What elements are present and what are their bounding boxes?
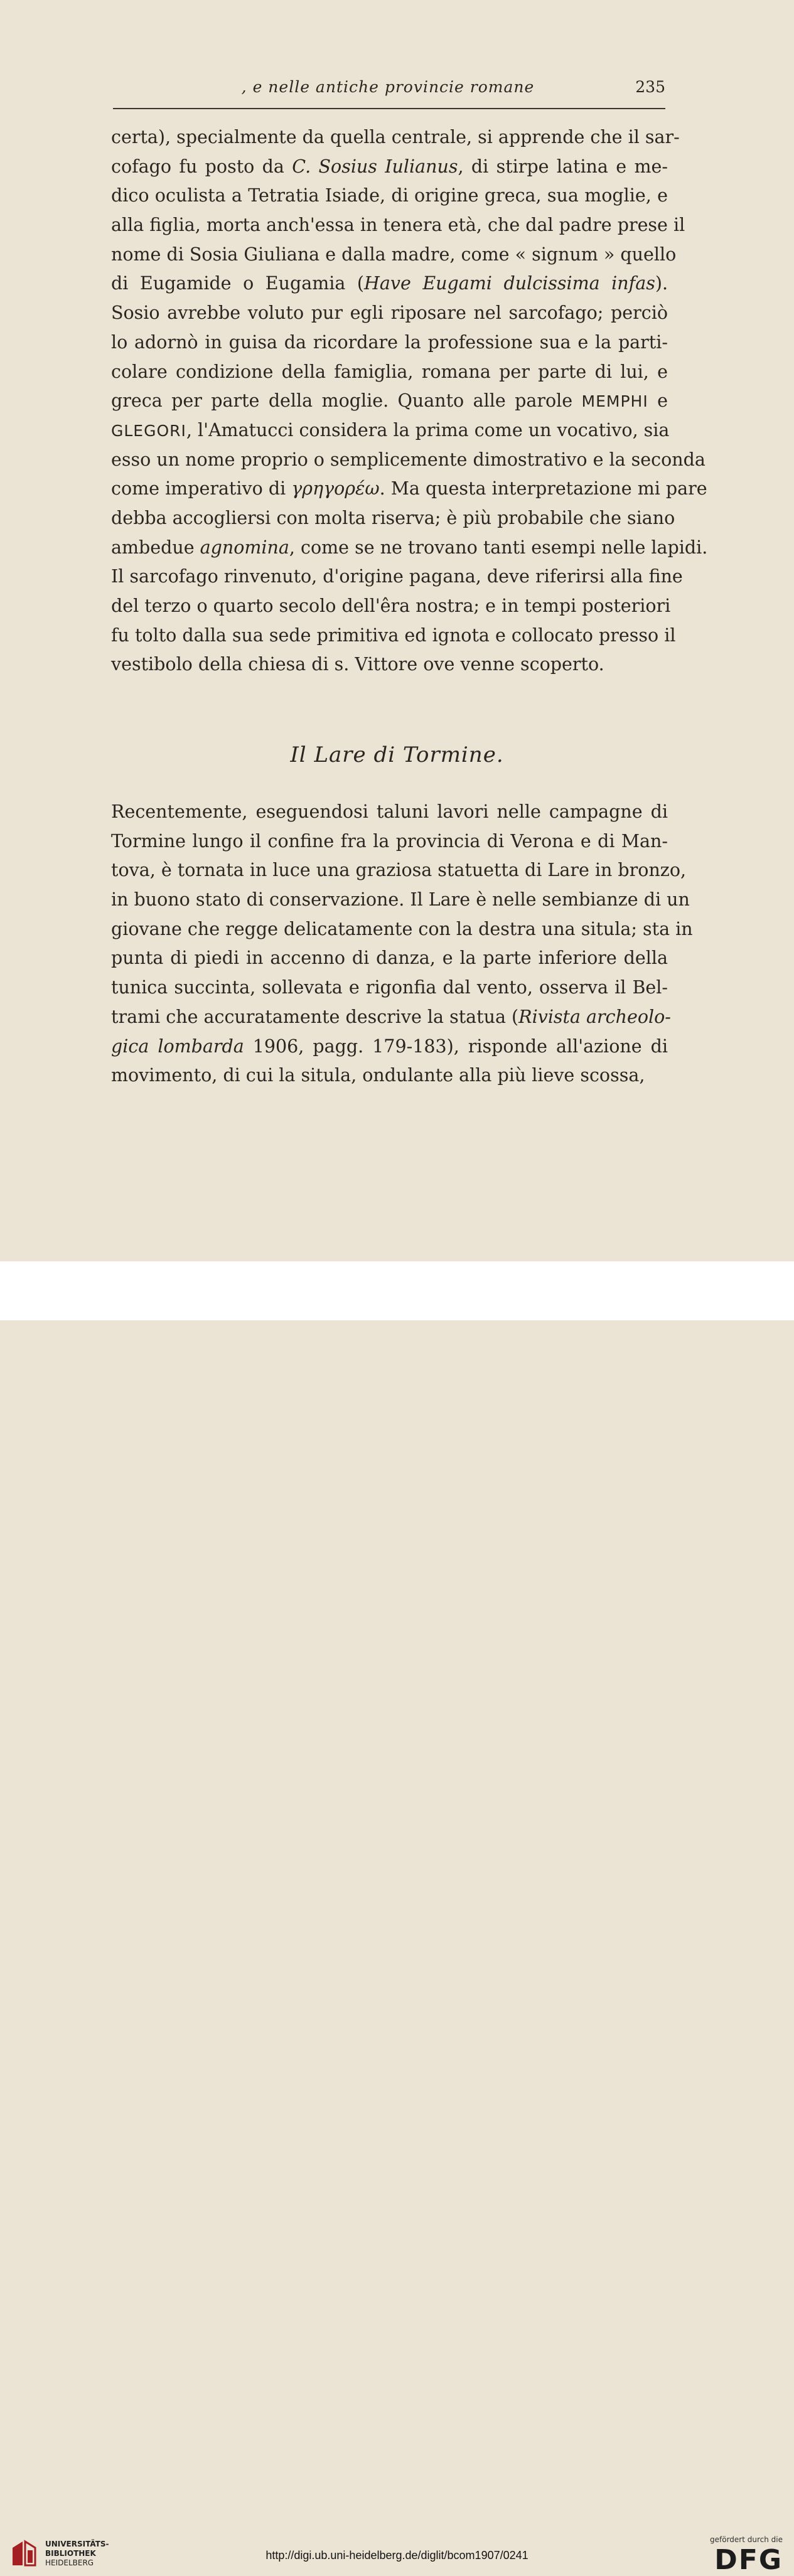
text-line: [111, 269, 668, 299]
italic-text: gica lombarda: [111, 1035, 244, 1057]
text-line: [111, 446, 705, 475]
text-run: ambedue: [111, 537, 200, 558]
paragraph-sarcophagus: [111, 123, 708, 680]
text-line: [111, 328, 668, 358]
text-line: [111, 1003, 671, 1032]
text-run: dico oculista a Tetratia Isiade, di origine greca, sua moglie, e: [111, 185, 668, 206]
text-line: [111, 211, 685, 240]
text-run: ).: [655, 273, 668, 294]
text-run: certa), specialmente da quella centrale, si apprende che il sar-: [111, 127, 680, 147]
text-run: , l'Amatucci considera la prima come un vocativo, sia: [186, 419, 670, 441]
text-line: [111, 944, 668, 973]
text-line: [111, 387, 668, 416]
text-line: [111, 504, 675, 533]
text-run: di Eugamide o Eugamia (: [111, 273, 365, 294]
text-line: [111, 416, 668, 446]
text-line: [111, 650, 668, 680]
text-run: Tormine lungo il confine fra la provincia di Verona e di Man-: [111, 830, 668, 852]
section-heading: Il Lare di Tormine.: [290, 742, 504, 767]
text-line: [111, 358, 668, 387]
text-run: nome di Sosia Giuliana e dalla madre, come « signum » quello: [111, 243, 677, 265]
inscription-word: GLEGORI: [111, 421, 186, 440]
text-run: debba accogliersi con molta riserva; è più probabile che siano: [111, 507, 675, 528]
header-rule: [113, 108, 665, 109]
running-head: [110, 78, 665, 103]
text-line: [111, 240, 677, 270]
text-run: colare condizione della famiglia, romana per parte di lui, e: [111, 361, 668, 382]
text-line: [111, 123, 680, 152]
text-line: [111, 562, 683, 592]
text-run: in buono stato di conservazione. Il Lare è nelle sembianze di un: [111, 889, 690, 911]
italic-text: Have Eugami dulcissima infas: [364, 273, 655, 294]
italic-text: agnomina: [200, 537, 289, 558]
text-run: e: [648, 390, 668, 412]
italic-text: C. Sosius Iulianus: [292, 156, 458, 177]
running-head-title: , e nelle antiche provincie romane: [241, 78, 535, 96]
text-run: del terzo o quarto secolo dell'êra nostra; e in tempi posteriori: [111, 596, 671, 616]
text-run: Sosio avrebbe voluto pur egli riposare nel sarcofago; perciò: [111, 302, 668, 324]
text-line: [111, 915, 693, 944]
library-name-line1: UNIVERSITÄTS-: [45, 2540, 109, 2548]
text-run: lo adornò in guisa da ricordare la professione sua e la parti-: [111, 331, 668, 353]
text-run: fu tolto dalla sua sede primitiva ed ignota e collocato presso il: [111, 624, 676, 646]
paragraph-lare-tormine: [111, 798, 693, 1091]
dfg-logo: DFG: [714, 2544, 783, 2576]
text-line: [111, 621, 676, 651]
digitization-footer: [0, 1261, 794, 2576]
text-run: alla figlia, morta anch'essa in tenera età, che dal padre prese il: [111, 215, 685, 236]
permalink-url[interactable]: http://digi.ub.uni-heidelberg.de/diglit/bcom1907/0241: [266, 2549, 528, 2562]
text-run: greca per parte della moglie. Quanto alle parole: [111, 390, 582, 412]
text-run: Il sarcofago rinvenuto, d'origine pagana, deve riferirsi alla fine: [111, 566, 683, 587]
library-name-line3: HEIDELBERG: [45, 2558, 94, 2567]
text-line: [111, 533, 708, 563]
text-run: esso un nome proprio o semplicemente dimostrativo e la seconda: [111, 449, 705, 470]
italic-text: γρηγορέω: [291, 478, 380, 500]
text-line: [111, 474, 707, 504]
text-run: 1906, pagg. 179-183), risponde all'azione di: [244, 1035, 668, 1057]
library-name-line2: BIBLIOTHEK: [45, 2549, 96, 2558]
text-line: [111, 885, 690, 915]
text-run: punta di piedi in accenno di danza, e la parte inferiore della: [111, 948, 668, 969]
text-run: movimento, di cui la situla, ondulante alla più lieve scossa,: [111, 1065, 645, 1086]
text-line: [111, 299, 668, 328]
text-run: come imperativo di: [111, 478, 292, 500]
text-run: cofago fu posto da: [111, 156, 292, 177]
text-run: tunica succinta, sollevata e rigonfia dal vento, osserva il Bel-: [111, 977, 668, 998]
inscription-word: MEMPHI: [581, 392, 648, 411]
italic-text: Rivista archeolo-: [518, 1006, 671, 1027]
text-line: [111, 856, 687, 885]
text-line: [111, 798, 668, 827]
text-line: [111, 827, 668, 857]
text-run: , di stirpe latina e me-: [458, 156, 668, 177]
text-line: [111, 1032, 668, 1062]
text-run: , come se ne trovano tanti esempi nelle lapidi.: [289, 537, 708, 558]
text-run: vestibolo della chiesa di s. Vittore ove venne scoperto.: [111, 654, 604, 675]
page-number: 235: [635, 78, 665, 96]
text-line: [111, 592, 671, 621]
text-run: . Ma questa interpretazione mi pare: [379, 478, 707, 500]
text-line: [111, 181, 668, 211]
text-run: giovane che regge delicatamente con la destra una situla; sta in: [111, 918, 693, 939]
text-run: tova, è tornata in luce una graziosa statuetta di Lare in bronzo,: [111, 860, 687, 881]
text-line: [111, 1061, 668, 1091]
text-run: Recentemente, eseguendosi taluni lavori nelle campagne di: [111, 801, 668, 822]
text-run: trami che accuratamente descrive la statua (: [111, 1006, 519, 1027]
scanned-page: [0, 0, 794, 1261]
funded-by-label: gefördert durch die: [710, 2535, 783, 2544]
text-line: [111, 152, 668, 182]
text-line: [111, 973, 668, 1003]
